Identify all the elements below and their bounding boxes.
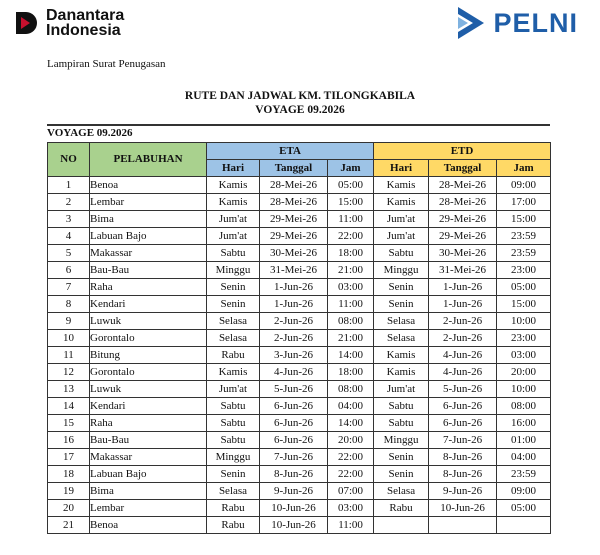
cell-port: Gorontalo bbox=[90, 330, 207, 347]
cell-eta-time: 22:00 bbox=[328, 449, 374, 466]
cell-etd-time: 16:00 bbox=[497, 415, 551, 432]
cell-no: 8 bbox=[48, 296, 90, 313]
cell-port: Bau-Bau bbox=[90, 262, 207, 279]
cell-no: 1 bbox=[48, 177, 90, 194]
cell-etd-date: 29-Mei-26 bbox=[429, 211, 497, 228]
pelni-logo-icon bbox=[455, 5, 487, 41]
cell-eta-time: 18:00 bbox=[328, 245, 374, 262]
cell-port: Raha bbox=[90, 415, 207, 432]
danantara-logo-line2: Indonesia bbox=[46, 22, 121, 39]
table-row bbox=[48, 449, 551, 466]
table-row bbox=[48, 347, 551, 364]
cell-etd-day: Kamis bbox=[374, 347, 429, 364]
cell-no: 13 bbox=[48, 381, 90, 398]
cell-eta-time: 03:00 bbox=[328, 279, 374, 296]
table-row bbox=[48, 245, 551, 262]
cell-eta-date: 6-Jun-26 bbox=[260, 398, 328, 415]
cell-eta-day: Selasa bbox=[207, 330, 260, 347]
cell-etd-time bbox=[497, 517, 551, 534]
cell-eta-date: 31-Mei-26 bbox=[260, 262, 328, 279]
cell-etd-day: Selasa bbox=[374, 313, 429, 330]
cell-no: 12 bbox=[48, 364, 90, 381]
title-line-1: RUTE DAN JADWAL KM. TILONGKABILA bbox=[184, 90, 416, 102]
cell-etd-time: 15:00 bbox=[497, 211, 551, 228]
table-row bbox=[48, 500, 551, 517]
cell-eta-time: 14:00 bbox=[328, 347, 374, 364]
cell-etd-time: 23:00 bbox=[497, 262, 551, 279]
cell-eta-day: Kamis bbox=[207, 177, 260, 194]
cell-eta-time: 07:00 bbox=[328, 483, 374, 500]
cell-no: 20 bbox=[48, 500, 90, 517]
cell-eta-day: Jum'at bbox=[207, 381, 260, 398]
etd-time-header: Jam bbox=[497, 160, 551, 177]
cell-eta-date: 2-Jun-26 bbox=[260, 313, 328, 330]
cell-eta-date: 30-Mei-26 bbox=[260, 245, 328, 262]
cell-port: Lembar bbox=[90, 500, 207, 517]
cell-etd-day: Senin bbox=[374, 279, 429, 296]
cell-etd-day: Kamis bbox=[374, 177, 429, 194]
cell-port: Luwuk bbox=[90, 313, 207, 330]
cell-etd-day: Selasa bbox=[374, 330, 429, 347]
cell-no: 17 bbox=[48, 449, 90, 466]
cell-eta-day: Jum'at bbox=[207, 228, 260, 245]
cell-etd-day: Jum'at bbox=[374, 228, 429, 245]
cell-port: Makassar bbox=[90, 245, 207, 262]
cell-etd-day: Jum'at bbox=[374, 211, 429, 228]
cell-no: 11 bbox=[48, 347, 90, 364]
cell-etd-date: 4-Jun-26 bbox=[429, 347, 497, 364]
cell-no: 7 bbox=[48, 279, 90, 296]
cell-etd-date: 28-Mei-26 bbox=[429, 194, 497, 211]
cell-port: Kendari bbox=[90, 296, 207, 313]
cell-eta-time: 04:00 bbox=[328, 398, 374, 415]
cell-eta-day: Kamis bbox=[207, 364, 260, 381]
group-header-etd: ETD bbox=[374, 143, 551, 160]
cell-etd-day: Jum'at bbox=[374, 381, 429, 398]
cell-etd-time: 09:00 bbox=[497, 177, 551, 194]
pelni-logo bbox=[455, 5, 578, 41]
cell-etd-time: 10:00 bbox=[497, 381, 551, 398]
cell-eta-date: 3-Jun-26 bbox=[260, 347, 328, 364]
schedule-rows bbox=[48, 177, 551, 534]
cell-etd-date: 4-Jun-26 bbox=[429, 364, 497, 381]
cell-eta-day: Senin bbox=[207, 296, 260, 313]
cell-etd-date: 5-Jun-26 bbox=[429, 381, 497, 398]
cell-etd-day: Minggu bbox=[374, 432, 429, 449]
title-line-2: VOYAGE 09.2026 bbox=[255, 104, 345, 116]
cell-etd-day bbox=[374, 517, 429, 534]
voyage-label: VOYAGE 09.2026 bbox=[47, 127, 133, 139]
danantara-logo-icon bbox=[14, 10, 40, 36]
cell-port: Labuan Bajo bbox=[90, 466, 207, 483]
cell-port: Bima bbox=[90, 211, 207, 228]
cell-etd-time: 23:59 bbox=[497, 245, 551, 262]
cell-etd-time: 15:00 bbox=[497, 296, 551, 313]
cell-etd-date: 2-Jun-26 bbox=[429, 313, 497, 330]
cell-eta-time: 05:00 bbox=[328, 177, 374, 194]
cell-eta-day: Senin bbox=[207, 279, 260, 296]
etd-date-header: Tanggal bbox=[429, 160, 497, 177]
cell-port: Luwuk bbox=[90, 381, 207, 398]
document-title bbox=[0, 89, 600, 117]
cell-no: 16 bbox=[48, 432, 90, 449]
table-row bbox=[48, 313, 551, 330]
table-row bbox=[48, 330, 551, 347]
table-row bbox=[48, 364, 551, 381]
table-row bbox=[48, 432, 551, 449]
table-row bbox=[48, 279, 551, 296]
cell-eta-date: 6-Jun-26 bbox=[260, 432, 328, 449]
cell-eta-time: 08:00 bbox=[328, 381, 374, 398]
cell-eta-date: 29-Mei-26 bbox=[260, 228, 328, 245]
cell-eta-time: 08:00 bbox=[328, 313, 374, 330]
cell-no: 10 bbox=[48, 330, 90, 347]
attachment-note: Lampiran Surat Penugasan bbox=[47, 58, 166, 70]
cell-etd-time: 17:00 bbox=[497, 194, 551, 211]
cell-eta-date: 5-Jun-26 bbox=[260, 381, 328, 398]
cell-etd-date: 31-Mei-26 bbox=[429, 262, 497, 279]
cell-etd-date: 28-Mei-26 bbox=[429, 177, 497, 194]
cell-etd-date: 29-Mei-26 bbox=[429, 228, 497, 245]
cell-etd-day: Sabtu bbox=[374, 245, 429, 262]
cell-etd-day: Senin bbox=[374, 449, 429, 466]
cell-eta-day: Kamis bbox=[207, 194, 260, 211]
cell-etd-day: Kamis bbox=[374, 364, 429, 381]
cell-etd-day: Selasa bbox=[374, 483, 429, 500]
cell-etd-time: 09:00 bbox=[497, 483, 551, 500]
cell-eta-date: 28-Mei-26 bbox=[260, 177, 328, 194]
cell-port: Bitung bbox=[90, 347, 207, 364]
cell-etd-date bbox=[429, 517, 497, 534]
eta-day-header: Hari bbox=[207, 160, 260, 177]
table-row bbox=[48, 296, 551, 313]
cell-etd-date: 1-Jun-26 bbox=[429, 296, 497, 313]
schedule-table bbox=[47, 142, 551, 534]
cell-etd-day: Sabtu bbox=[374, 415, 429, 432]
cell-eta-time: 11:00 bbox=[328, 211, 374, 228]
col-header-no: NO bbox=[48, 143, 90, 177]
eta-date-header: Tanggal bbox=[260, 160, 328, 177]
cell-eta-time: 15:00 bbox=[328, 194, 374, 211]
cell-etd-time: 23:00 bbox=[497, 330, 551, 347]
cell-eta-day: Minggu bbox=[207, 449, 260, 466]
table-row bbox=[48, 398, 551, 415]
table-row bbox=[48, 262, 551, 279]
cell-etd-date: 6-Jun-26 bbox=[429, 415, 497, 432]
cell-eta-time: 22:00 bbox=[328, 228, 374, 245]
cell-etd-day: Rabu bbox=[374, 500, 429, 517]
cell-port: Kendari bbox=[90, 398, 207, 415]
cell-etd-time: 10:00 bbox=[497, 313, 551, 330]
danantara-logo-text bbox=[46, 8, 124, 38]
cell-eta-time: 11:00 bbox=[328, 517, 374, 534]
cell-eta-day: Selasa bbox=[207, 313, 260, 330]
cell-eta-time: 03:00 bbox=[328, 500, 374, 517]
group-header-eta: ETA bbox=[207, 143, 374, 160]
cell-port: Benoa bbox=[90, 517, 207, 534]
col-header-port: PELABUHAN bbox=[90, 143, 207, 177]
cell-eta-date: 10-Jun-26 bbox=[260, 517, 328, 534]
cell-no: 18 bbox=[48, 466, 90, 483]
cell-eta-time: 22:00 bbox=[328, 466, 374, 483]
cell-no: 9 bbox=[48, 313, 90, 330]
cell-port: Bima bbox=[90, 483, 207, 500]
cell-port: Bau-Bau bbox=[90, 432, 207, 449]
cell-etd-day: Kamis bbox=[374, 194, 429, 211]
cell-eta-time: 14:00 bbox=[328, 415, 374, 432]
cell-port: Benoa bbox=[90, 177, 207, 194]
cell-no: 14 bbox=[48, 398, 90, 415]
cell-etd-date: 9-Jun-26 bbox=[429, 483, 497, 500]
cell-eta-time: 21:00 bbox=[328, 330, 374, 347]
cell-eta-date: 10-Jun-26 bbox=[260, 500, 328, 517]
table-row bbox=[48, 415, 551, 432]
cell-eta-date: 8-Jun-26 bbox=[260, 466, 328, 483]
cell-etd-date: 2-Jun-26 bbox=[429, 330, 497, 347]
cell-no: 2 bbox=[48, 194, 90, 211]
cell-etd-date: 8-Jun-26 bbox=[429, 449, 497, 466]
cell-eta-day: Jum'at bbox=[207, 211, 260, 228]
cell-etd-date: 6-Jun-26 bbox=[429, 398, 497, 415]
table-row bbox=[48, 211, 551, 228]
danantara-logo bbox=[14, 8, 124, 38]
table-row bbox=[48, 177, 551, 194]
cell-port: Raha bbox=[90, 279, 207, 296]
divider bbox=[47, 124, 550, 126]
cell-eta-day: Sabtu bbox=[207, 398, 260, 415]
cell-eta-date: 1-Jun-26 bbox=[260, 279, 328, 296]
cell-eta-date: 4-Jun-26 bbox=[260, 364, 328, 381]
cell-no: 4 bbox=[48, 228, 90, 245]
cell-eta-day: Rabu bbox=[207, 517, 260, 534]
cell-etd-day: Sabtu bbox=[374, 398, 429, 415]
cell-etd-day: Senin bbox=[374, 466, 429, 483]
cell-etd-day: Senin bbox=[374, 296, 429, 313]
cell-eta-day: Sabtu bbox=[207, 432, 260, 449]
cell-etd-time: 04:00 bbox=[497, 449, 551, 466]
cell-eta-date: 9-Jun-26 bbox=[260, 483, 328, 500]
cell-etd-date: 7-Jun-26 bbox=[429, 432, 497, 449]
cell-etd-time: 01:00 bbox=[497, 432, 551, 449]
cell-eta-time: 18:00 bbox=[328, 364, 374, 381]
cell-eta-time: 11:00 bbox=[328, 296, 374, 313]
table-row bbox=[48, 466, 551, 483]
cell-eta-day: Selasa bbox=[207, 483, 260, 500]
cell-no: 6 bbox=[48, 262, 90, 279]
cell-eta-day: Sabtu bbox=[207, 245, 260, 262]
cell-eta-date: 1-Jun-26 bbox=[260, 296, 328, 313]
cell-eta-date: 6-Jun-26 bbox=[260, 415, 328, 432]
cell-no: 5 bbox=[48, 245, 90, 262]
cell-no: 15 bbox=[48, 415, 90, 432]
cell-etd-time: 08:00 bbox=[497, 398, 551, 415]
cell-eta-day: Minggu bbox=[207, 262, 260, 279]
table-row bbox=[48, 194, 551, 211]
cell-eta-date: 29-Mei-26 bbox=[260, 211, 328, 228]
cell-eta-time: 21:00 bbox=[328, 262, 374, 279]
pelni-logo-text: PELNI bbox=[493, 7, 578, 38]
cell-port: Makassar bbox=[90, 449, 207, 466]
cell-eta-date: 2-Jun-26 bbox=[260, 330, 328, 347]
cell-eta-day: Rabu bbox=[207, 347, 260, 364]
cell-etd-date: 1-Jun-26 bbox=[429, 279, 497, 296]
cell-etd-time: 20:00 bbox=[497, 364, 551, 381]
table-row bbox=[48, 228, 551, 245]
table-row bbox=[48, 381, 551, 398]
cell-no: 19 bbox=[48, 483, 90, 500]
cell-eta-date: 28-Mei-26 bbox=[260, 194, 328, 211]
cell-port: Lembar bbox=[90, 194, 207, 211]
cell-etd-date: 8-Jun-26 bbox=[429, 466, 497, 483]
cell-eta-day: Rabu bbox=[207, 500, 260, 517]
cell-eta-day: Senin bbox=[207, 466, 260, 483]
cell-etd-date: 10-Jun-26 bbox=[429, 500, 497, 517]
cell-port: Gorontalo bbox=[90, 364, 207, 381]
etd-day-header: Hari bbox=[374, 160, 429, 177]
table-row bbox=[48, 483, 551, 500]
cell-eta-time: 20:00 bbox=[328, 432, 374, 449]
cell-no: 3 bbox=[48, 211, 90, 228]
eta-time-header: Jam bbox=[328, 160, 374, 177]
danantara-logo-line1: Danantara bbox=[46, 7, 125, 24]
cell-etd-time: 03:00 bbox=[497, 347, 551, 364]
cell-no: 21 bbox=[48, 517, 90, 534]
cell-etd-day: Minggu bbox=[374, 262, 429, 279]
cell-eta-date: 7-Jun-26 bbox=[260, 449, 328, 466]
cell-eta-day: Sabtu bbox=[207, 415, 260, 432]
cell-etd-time: 05:00 bbox=[497, 279, 551, 296]
cell-etd-date: 30-Mei-26 bbox=[429, 245, 497, 262]
cell-etd-time: 23:59 bbox=[497, 466, 551, 483]
cell-etd-time: 05:00 bbox=[497, 500, 551, 517]
cell-etd-time: 23:59 bbox=[497, 228, 551, 245]
cell-port: Labuan Bajo bbox=[90, 228, 207, 245]
table-row bbox=[48, 517, 551, 534]
